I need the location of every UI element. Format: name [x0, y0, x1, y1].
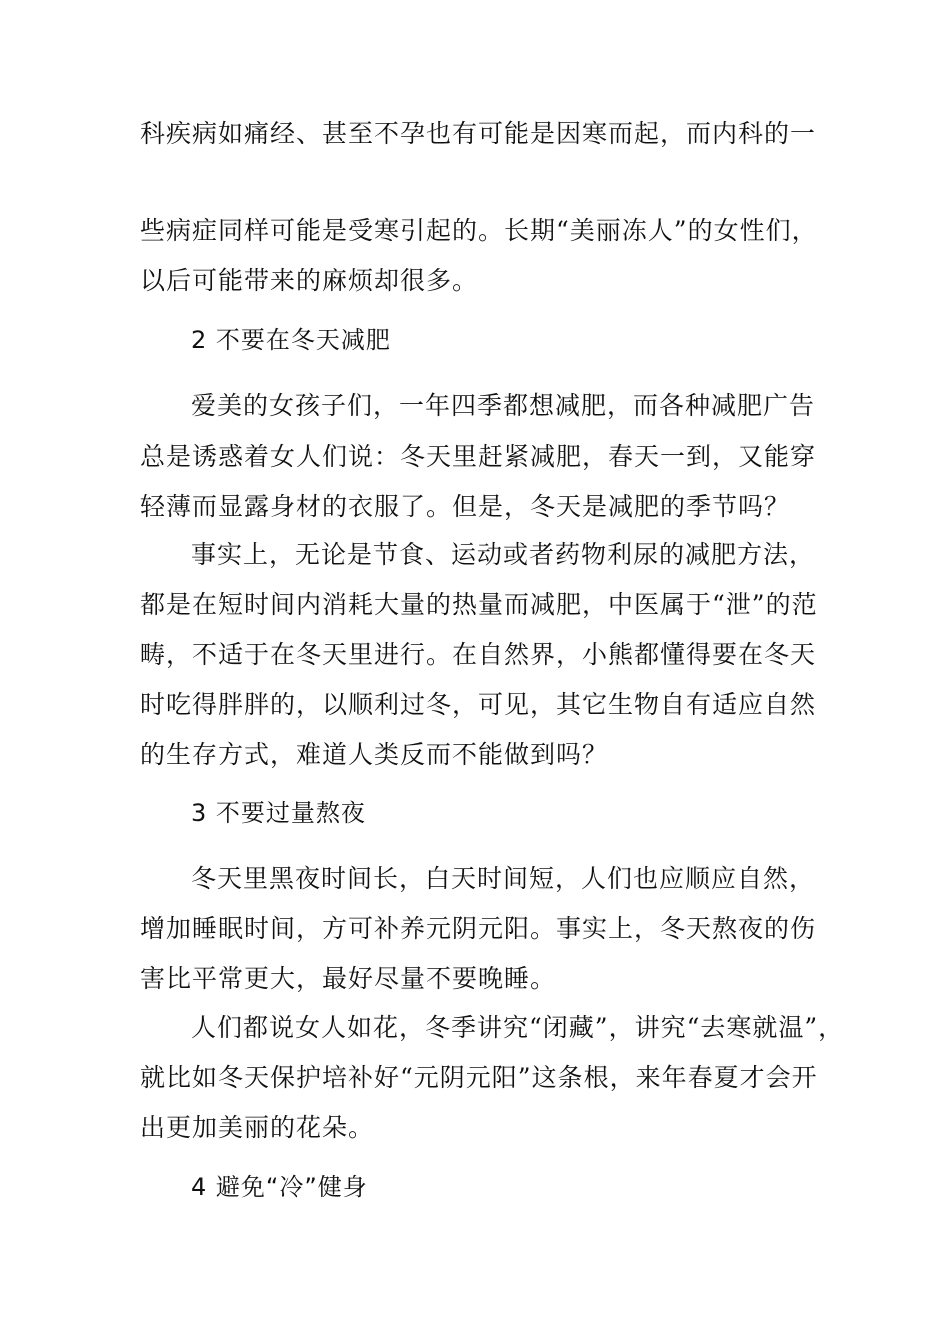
paragraph-line: 科疾病如痛经、甚至不孕也有可能是因寒而起，而内科的一: [140, 119, 817, 148]
section-heading: 4 避免“冷”健身: [191, 1173, 368, 1201]
section-heading: 2 不要在冬天减肥: [191, 326, 391, 354]
paragraph-line: 出更加美丽的花朵。: [140, 1113, 375, 1142]
paragraph-line: 冬天里黑夜时间长，白天时间短，人们也应顺应自然，: [191, 864, 816, 893]
paragraph-line: 畴，不适于在冬天里进行。在自然界，小熊都懂得要在冬天: [140, 640, 817, 669]
paragraph-line: 害比平常更大，最好尽量不要晚睡。: [140, 964, 557, 993]
paragraph-line: 事实上，无论是节食、运动或者药物利尿的减肥方法，: [191, 540, 816, 569]
paragraph-line: 都是在短时间内消耗大量的热量而减肥，中医属于“泄”的范: [140, 590, 818, 619]
paragraph-line: 些病症同样可能是受寒引起的。长期“美丽冻人”的女性们，: [140, 216, 818, 245]
section-heading: 3 不要过量熬夜: [191, 799, 366, 827]
paragraph-line: 的生存方式，难道人类反而不能做到吗？: [140, 740, 609, 769]
paragraph-line: 总是诱惑着女人们说：冬天里赶紧减肥，春天一到，又能穿: [140, 442, 817, 471]
paragraph-line: 人们都说女人如花，冬季讲究“闭藏”，讲究“去寒就温”，: [191, 1013, 845, 1042]
paragraph-line: 爱美的女孩子们，一年四季都想减肥，而各种减肥广告: [191, 391, 816, 420]
paragraph-line: 时吃得胖胖的，以顺利过冬，可见，其它生物自有适应自然: [140, 690, 817, 719]
paragraph-line: 以后可能带来的麻烦却很多。: [140, 266, 479, 295]
paragraph-line: 增加睡眠时间，方可补养元阴元阳。事实上，冬天熬夜的伤: [140, 914, 817, 943]
paragraph-line: 就比如冬天保护培补好“元阴元阳”这条根，来年春夏才会开: [140, 1063, 818, 1092]
paragraph-line: 轻薄而显露身材的衣服了。但是，冬天是减肥的季节吗？: [140, 492, 791, 521]
